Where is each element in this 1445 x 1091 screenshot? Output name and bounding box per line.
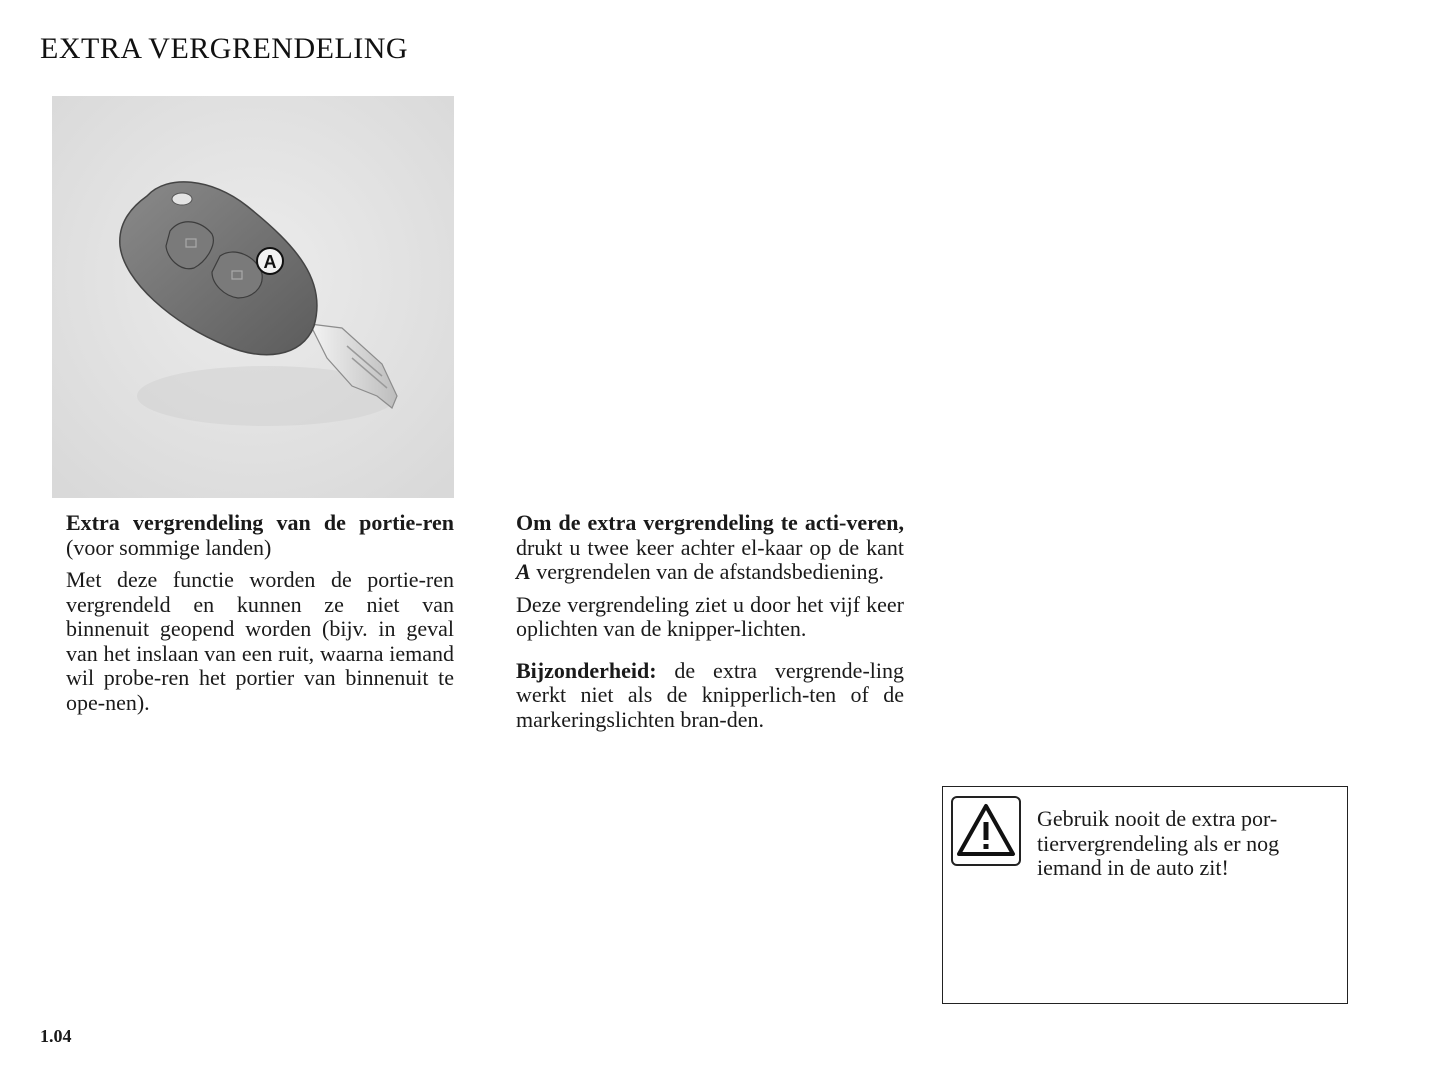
- column1-body: Met deze functie worden de portie-ren vergrendeld en kunnen ze niet van binnenuit geopend worden (bijv. in geval van het inslaan van een ruit, waarna iemand wil probe-ren het portier van binnenuit te ope-nen).: [66, 567, 454, 715]
- column2-p1-bold: Om de extra vergrendeling te acti-veren,: [516, 510, 904, 535]
- key-photo: [52, 96, 454, 498]
- column2-paragraph-2: Deze vergrendeling ziet u door het vijf keer oplichten van de knipper-lichten.: [516, 591, 904, 641]
- car-key-remote-illustration: [52, 96, 454, 498]
- column2-p1-a: drukt u twee keer achter el-kaar op de kant: [516, 534, 904, 560]
- column-1: [66, 511, 454, 715]
- column2-p3-bold: Bijzonderheid:: [516, 657, 657, 683]
- column2-paragraph-3: [516, 659, 904, 733]
- warning-triangle-icon: [951, 796, 1021, 866]
- callout-a-label: A: [263, 252, 277, 272]
- column2-p3-text: de extra vergrende-ling werkt niet als de knipperlich-ten of de markeringslichten bran-den.: [516, 657, 904, 732]
- column2-p1-b: vergrendelen van de afstandsbediening.: [530, 559, 884, 584]
- page-number: 1.04: [40, 1026, 72, 1046]
- column1-heading: [66, 511, 454, 560]
- column1-heading-bold: Extra vergrendeling van de portie-ren: [66, 510, 454, 535]
- column1-heading-note: (voor sommige landen): [66, 534, 272, 560]
- callout-a: [257, 248, 283, 274]
- column2-paragraph-1: [516, 511, 904, 585]
- column-2: [516, 511, 904, 732]
- warning-text: Gebruik nooit de extra por-tiervergrendeling als er nog iemand in de auto zit!: [1037, 806, 1280, 880]
- page-title: EXTRA VERGRENDELING: [40, 32, 409, 65]
- warning-box: [942, 786, 1348, 1004]
- column2-p1-key: A: [516, 559, 531, 584]
